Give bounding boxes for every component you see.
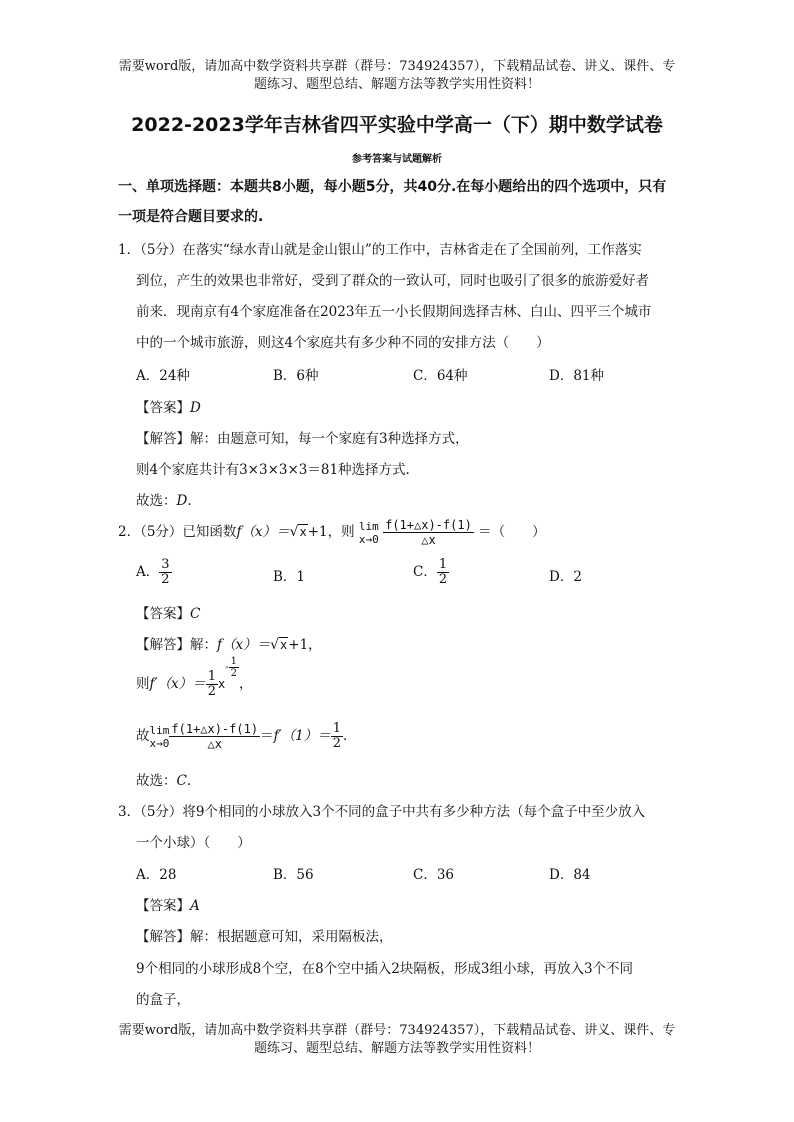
q2-solution-lim-word: lim (149, 723, 170, 737)
q2-prefix: 2．（5分）已知函数 (118, 524, 237, 540)
q1-stem-line-4: 中的一个城市旅游，则这4个家庭共有多少种不同的安排方法（ ） (136, 335, 550, 351)
q2-solution-line-3 (136, 722, 347, 751)
q2-solution-line-2 (136, 656, 253, 699)
q2-solution-equals: ＝ (260, 728, 274, 744)
q2-solution-exp-frac (229, 656, 239, 679)
q1-stem-line-1: 1．（5分）在落实“绿水青山就是金山银山”的工作中，吉林省走在了全国前列，工作落实 (118, 242, 642, 258)
q2-solution-limit (150, 724, 170, 750)
q2-solution-line3-end: . (343, 728, 348, 744)
q3-option-a: A．28 (136, 867, 177, 883)
q3-solution-line-2: 9个相同的小球形成8个空，在8个空中插入2块隔板，形成3组小球，再放入3个不同 (136, 961, 634, 977)
q2-solution-prefix: 解： (190, 637, 217, 653)
q2-option-c (413, 558, 449, 587)
q1-pick-value: D (176, 493, 188, 509)
q3-stem-line-1: 3．（5分）将9个相同的小球放入3个不同的盒子中共有多少种方法（每个盒子中至少放入 (118, 804, 646, 820)
q2-limit-fraction (383, 518, 474, 547)
header-line-1: 需要word版，请加高中数学资料共享群（群号：734924357），下载精品试卷、讲义、课件、专 (118, 59, 676, 74)
q2-lim-word: lim (358, 519, 379, 533)
q3-solution-line-3: 的盒子， (136, 992, 190, 1008)
footer-line-2: 题练习、题型总结、解题方法等教学实用性资料！ (253, 1041, 540, 1056)
q1-stem-line-3: 前来．现南京有4个家庭准备在2023年五一小长假期间选择吉林、白山、四平三个城市 (136, 304, 652, 320)
section-heading-line-2: 一项是符合题目要求的. (118, 209, 264, 225)
q2-solution-frac-den: △x (207, 737, 222, 751)
q2-limit (359, 520, 379, 546)
q2-option-a-frac (159, 558, 171, 587)
q2-fx: f（x）＝ (236, 524, 290, 540)
q1-pick-label: 故选： (136, 493, 177, 509)
q1-solution-text-1: 解：由题意可知，每一个家庭有3种选择方式， (190, 431, 469, 447)
q2-solution-result (331, 722, 343, 751)
q2-solution-hence: 故 (136, 728, 150, 744)
q3-option-b: B．56 (273, 867, 314, 883)
q2-solution-label: 【解答】 (136, 637, 190, 653)
q2-answer-label: 【答案】 (136, 606, 190, 622)
q2-option-c-label: C． (413, 564, 437, 580)
q2-pick-end: . (186, 773, 192, 789)
q2-solution-x: x (217, 677, 226, 691)
q3-option-c: C．36 (413, 867, 455, 883)
q2-option-b: B．1 (273, 569, 306, 585)
q2-stem: 2．（5分）已知函数f（x）＝√x+1，则 lim x→0 $\frac{f(1+\triangle x)-f(1)}{\triangle x}$ ＝（ ） (118, 518, 546, 547)
q2-solution-limit-fraction (169, 722, 260, 751)
page-title: 2022-2023学年吉林省四平实验中学高一（下）期中数学试卷 (131, 114, 663, 136)
q2-solution-then: 则 (136, 676, 150, 692)
q2-solution-lim-sub: x→0 (149, 736, 170, 750)
q1-pick (136, 489, 192, 509)
q3-option-d: D．84 (549, 867, 591, 883)
q1-stem-line-2: 到位，产生的效果也非常好，受到了群众的一致认可，同时也吸引了很多的旅游爱好者 (136, 273, 649, 289)
q2-solution-fprime: f′（x）＝ (149, 676, 206, 692)
q2-solution-plus1: +1， (288, 637, 322, 653)
q2-frac-num: f(1+△x)-f(1) (385, 518, 472, 532)
q2-option-c-num: 1 (438, 557, 448, 572)
q1-answer-value: D (190, 400, 201, 416)
footer-line-1: 需要word版，请加高中数学资料共享群（群号：734924357），下载精品试卷、讲义、课件、专 (118, 1023, 676, 1038)
q3-solution-text-1: 解：根据题意可知，采用隔板法， (190, 929, 393, 945)
q3-stem-line-2: 一个小球）（ ） (136, 835, 251, 851)
q1-option-c: C．64种 (413, 368, 468, 384)
q2-solution-result-num: 1 (332, 721, 342, 736)
q1-option-a: A．24种 (136, 368, 190, 384)
q2-solution-exp-num: 1 (230, 656, 237, 667)
q2-answer-value: C (190, 606, 201, 622)
q2-solution-exp-den: 2 (230, 668, 237, 679)
q2-solution-fprime1: f′（1）＝ (273, 728, 331, 744)
q2-solution-result-den: 2 (332, 736, 342, 751)
q2-answer (136, 602, 200, 622)
q2-frac-den: △x (421, 533, 436, 547)
q1-solution-line-2: 则4个家庭共计有3×3×3×3＝81种选择方式. (136, 462, 410, 478)
q3-solution-line-1 (136, 925, 393, 945)
q2-option-a (136, 558, 172, 587)
q3-answer-label: 【答案】 (136, 898, 190, 914)
q3-solution-label: 【解答】 (136, 929, 190, 945)
q2-option-d: D．2 (549, 569, 582, 585)
q2-solution-fx: f（x）＝ (217, 637, 271, 653)
q2-solution-line2-end: ， (238, 676, 253, 692)
page-subtitle: 参考答案与试题解析 (352, 154, 442, 165)
q3-answer-value: A (190, 898, 200, 914)
q1-answer (136, 396, 201, 416)
section-heading-line-1: 一、单项选择题：本题共8小题，每小题5分，共40分.在每小题给出的四个选项中，只有 (118, 179, 667, 195)
q2-lim-sub: x→0 (358, 532, 379, 546)
q1-option-b: B．6种 (273, 368, 319, 384)
q2-solution-sqrt-arg: x (280, 638, 288, 652)
q1-pick-end: . (187, 493, 192, 509)
q2-option-a-num: 3 (161, 557, 170, 572)
q2-pick-value: C (176, 773, 187, 789)
q2-option-c-frac (437, 558, 449, 587)
q2-option-c-den: 2 (438, 572, 448, 587)
q2-pick (136, 769, 191, 789)
q2-option-a-label: A． (136, 564, 160, 580)
q2-solution-half-num: 1 (207, 669, 216, 684)
q1-answer-label: 【答案】 (136, 400, 190, 416)
q1-solution-label: 【解答】 (136, 431, 190, 447)
q2-solution-exponent: - $\frac{1}{2}$ (225, 656, 237, 679)
q2-solution-line-1: 【解答】解：f（x）＝√x+1， (136, 637, 322, 653)
q2-pick-label: 故选： (136, 773, 177, 789)
header-line-2: 题练习、题型总结、解题方法等教学实用性资料！ (253, 77, 540, 92)
q1-solution-line-1 (136, 427, 469, 447)
q3-answer (136, 894, 200, 914)
q2-solution-half (206, 670, 218, 699)
q2-solution-half-den: 2 (207, 684, 216, 699)
q2-plus1: +1，则 (307, 524, 355, 540)
q2-sqrt-arg: x (299, 525, 307, 539)
q2-option-a-den: 2 (161, 572, 170, 587)
q2-tail: ＝（ ） (478, 524, 546, 540)
q1-option-d: D．81种 (549, 368, 605, 384)
q2-solution-frac-num: f(1+△x)-f(1) (171, 722, 259, 736)
